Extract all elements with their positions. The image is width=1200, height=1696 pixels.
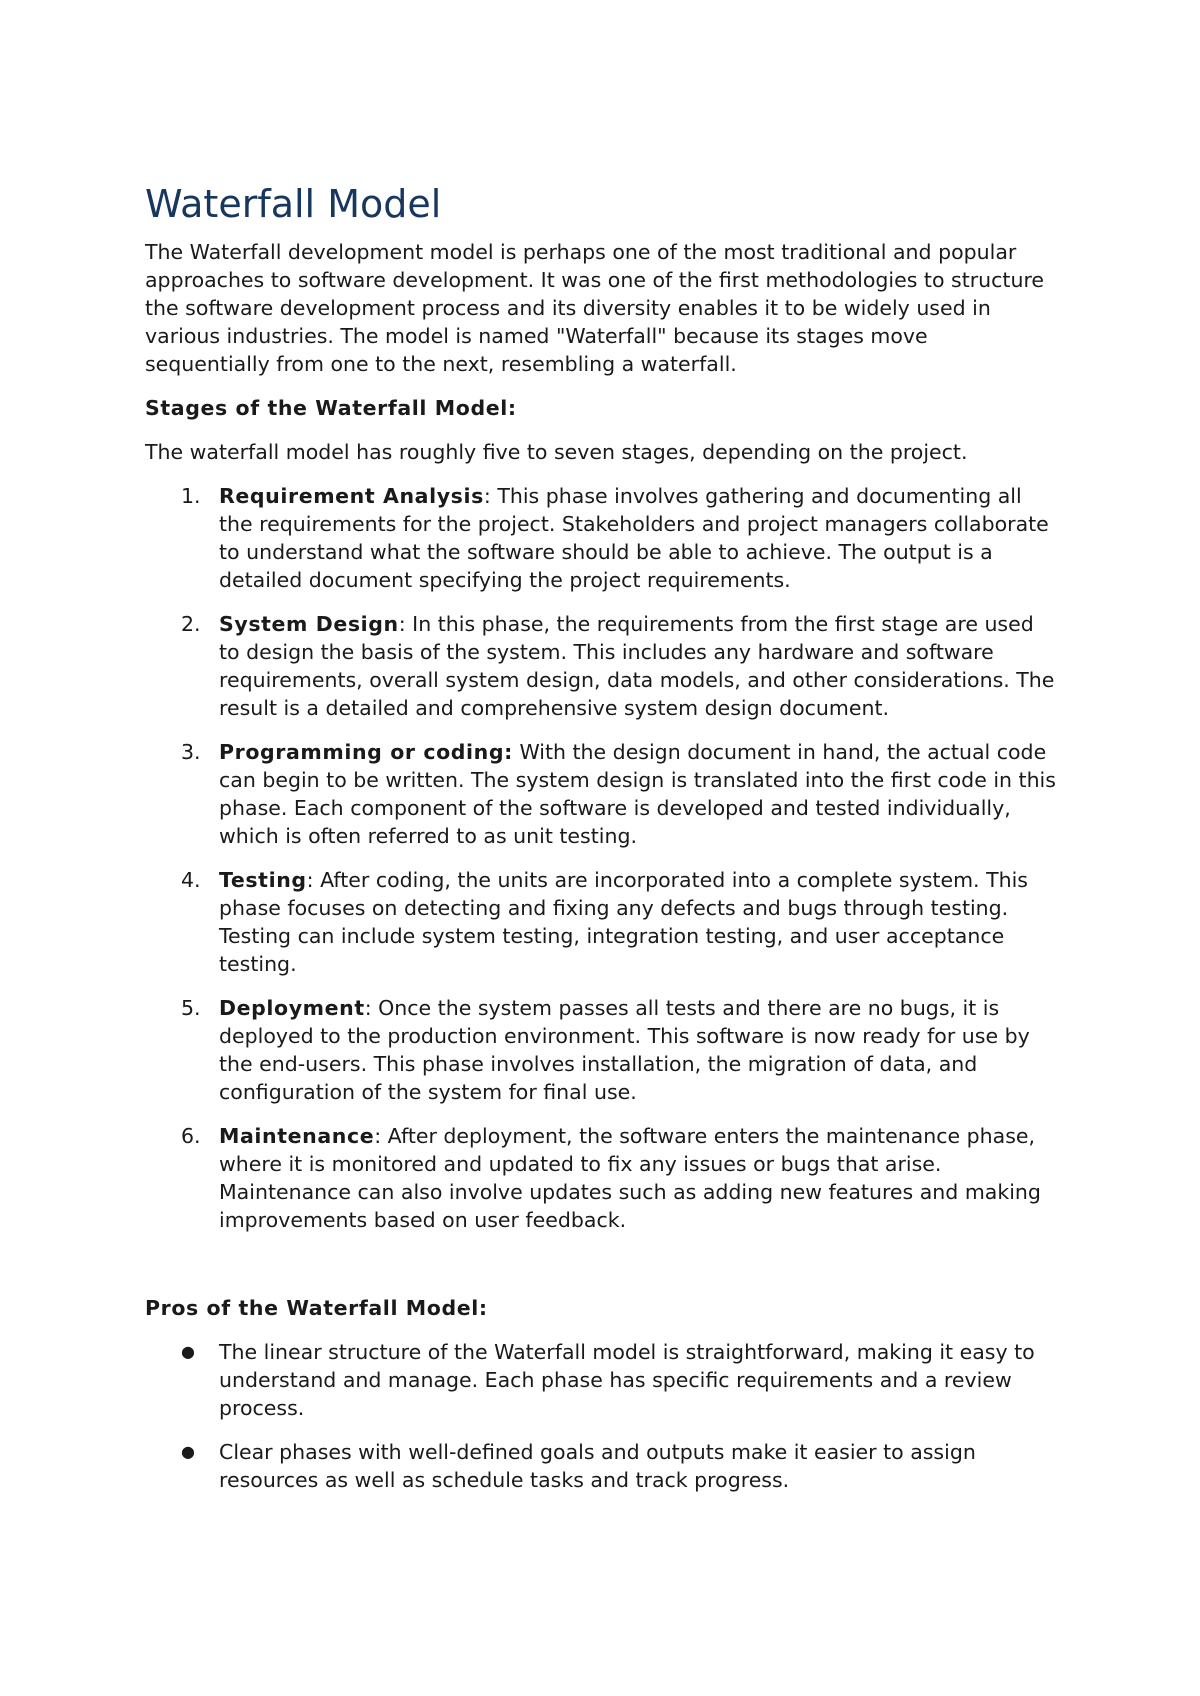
pros-heading: Pros of the Waterfall Model: bbox=[145, 1296, 488, 1320]
stage-term: Maintenance bbox=[219, 1124, 375, 1148]
list-number: 2. bbox=[181, 612, 201, 636]
list-number: 1. bbox=[181, 484, 201, 508]
stage-item-requirement-analysis bbox=[145, 482, 1059, 594]
stage-term: Requirement Analysis bbox=[219, 484, 484, 508]
list-number: 3. bbox=[181, 740, 201, 764]
stage-description: : Once the system passes all tests and there are no bugs, it is deployed to the production environment. This software is now ready for use by the end-users. This phase involves installation, the migration of data, and configuration of the system for final use. bbox=[219, 996, 1030, 1104]
bullet-icon: ● bbox=[181, 1442, 195, 1461]
list-number: 6. bbox=[181, 1124, 201, 1148]
stage-description: : After coding, the units are incorporated into a complete system. This phase focuses on detecting and fixing any defects and bugs through testing. Testing can include system testing, integration testing, and user acceptance testing. bbox=[219, 868, 1028, 976]
list-number: 4. bbox=[181, 868, 201, 892]
stage-term: System Design bbox=[219, 612, 399, 636]
pros-item bbox=[145, 1338, 1059, 1422]
stage-term: Deployment bbox=[219, 996, 365, 1020]
stage-term: Programming or coding: bbox=[219, 740, 513, 764]
document-page bbox=[145, 178, 1065, 1494]
stage-description: With the design document in hand, the actual code can begin to be written. The system design is translated into the first code in this phase. Each component of the software is developed and tested individually, which is often referred to as unit testing. bbox=[219, 740, 1056, 848]
stage-description: : After deployment, the software enters the maintenance phase, where it is monitored and updated to fix any issues or bugs that arise. Maintenance can also involve updates such as adding new features and making improvements based on user feedback. bbox=[219, 1124, 1041, 1232]
stages-lead-paragraph: The waterfall model has roughly five to seven stages, depending on the project. bbox=[145, 440, 968, 464]
bullet-icon: ● bbox=[181, 1342, 195, 1361]
stage-term: Testing bbox=[219, 868, 307, 892]
document-title: Waterfall Model bbox=[145, 182, 442, 226]
stage-item-programming bbox=[145, 738, 1059, 850]
intro-paragraph: The Waterfall development model is perhaps one of the most traditional and popular approaches to software development. It was one of the first methodologies to structure the software development process and its diversity enables it to be widely used in various industries. The model is named "Waterfall" because its stages move sequentially from one to the next, resembling a waterfall. bbox=[145, 240, 1045, 376]
list-number: 5. bbox=[181, 996, 201, 1020]
pros-item bbox=[145, 1438, 1059, 1494]
pros-list bbox=[145, 1338, 1065, 1494]
stages-list bbox=[145, 482, 1065, 1234]
stage-item-testing bbox=[145, 866, 1059, 978]
stage-description: : In this phase, the requirements from the first stage are used to design the basis of the system. This includes any hardware and software requirements, overall system design, data models, and other considerations. The result is a detailed and comprehensive system design document. bbox=[219, 612, 1055, 720]
pros-item-text: The linear structure of the Waterfall model is straightforward, making it easy to understand and manage. Each phase has specific requirements and a review process. bbox=[219, 1340, 1035, 1420]
stage-item-maintenance bbox=[145, 1122, 1059, 1234]
stage-item-system-design bbox=[145, 610, 1059, 722]
pros-item-text: Clear phases with well-defined goals and outputs make it easier to assign resources as well as schedule tasks and track progress. bbox=[219, 1440, 976, 1492]
stages-heading: Stages of the Waterfall Model: bbox=[145, 396, 517, 420]
stage-item-deployment bbox=[145, 994, 1059, 1106]
stage-description: : This phase involves gathering and documenting all the requirements for the project. Stakeholders and project managers collaborate to understand what the software should be able to achieve. The output is a detailed document specifying the project requirements. bbox=[219, 484, 1049, 592]
